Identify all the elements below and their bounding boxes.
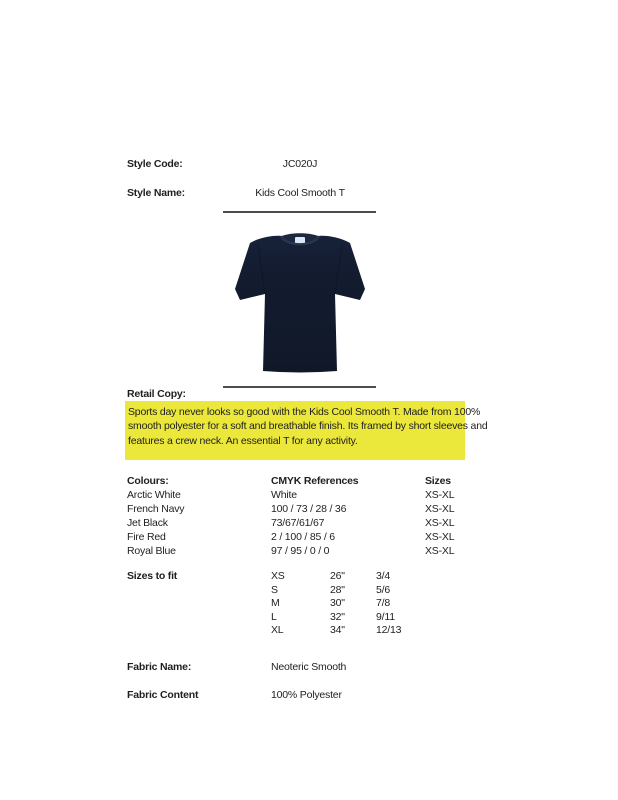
sizes-to-fit-row (127, 584, 587, 598)
fabric-content-row (127, 689, 587, 703)
colour-sizes: XS-XL (425, 545, 455, 557)
size-code: S (271, 583, 278, 596)
retail-copy-line: smooth polyester for a soft and breathable finish. Its framed by short sleeves and (128, 420, 488, 433)
sizes-to-fit-row (127, 597, 587, 611)
colour-cmyk: 100 / 73 / 28 / 36 (271, 503, 347, 515)
style-name-value: Kids Cool Smooth T (255, 187, 345, 199)
colour-row (127, 503, 587, 517)
style-code-label: Style Code: (127, 158, 183, 170)
retail-copy-line: features a crew neck. An essential T for any activity. (128, 434, 358, 447)
colour-name: Arctic White (127, 489, 181, 501)
size-age: 7/8 (376, 597, 390, 609)
sizes-to-fit-row (127, 570, 587, 584)
sizes-to-fit-row (127, 611, 587, 625)
size-code: XL (271, 624, 284, 636)
size-age: 5/6 (376, 583, 390, 596)
size-chest: 32" (330, 610, 345, 623)
style-code-value: JC020J (282, 158, 318, 170)
colour-row (127, 489, 587, 503)
colour-sizes: XS-XL (425, 517, 455, 529)
colour-row (127, 517, 587, 531)
retail-copy-label: Retail Copy: (127, 388, 186, 400)
colour-row (127, 531, 587, 545)
fabric-name-value: Neoteric Smooth (271, 661, 347, 673)
colour-name: Royal Blue (127, 545, 176, 557)
size-code: L (271, 610, 277, 623)
colour-cmyk: 2 / 100 / 85 / 6 (271, 531, 335, 543)
fabric-content-label: Fabric Content (127, 689, 199, 701)
divider-line-bottom (223, 386, 376, 388)
sizes-to-fit-row (127, 624, 587, 638)
colour-cmyk: White (271, 489, 297, 501)
size-chest: 34" (330, 624, 345, 636)
tshirt-body (235, 236, 365, 373)
style-name-label: Style Name: (127, 187, 185, 199)
sizes-to-fit-label: Sizes to fit (127, 570, 178, 582)
colours-header-row (127, 475, 587, 489)
divider-line-top (223, 211, 376, 213)
colour-name: Jet Black (127, 517, 168, 529)
size-chest: 26" (330, 570, 345, 582)
retail-copy-highlight (125, 401, 488, 460)
retail-copy-line: Sports day never looks so good with the Kids Cool Smooth T. Made from 100% (128, 406, 481, 418)
cmyk-header: CMYK References (271, 475, 359, 487)
colour-sizes: XS-XL (425, 489, 455, 501)
colour-sizes: XS-XL (425, 531, 455, 543)
size-age: 9/11 (376, 610, 395, 623)
size-chest: 28" (330, 583, 345, 596)
size-code: M (271, 597, 280, 609)
colour-cmyk: 97 / 95 / 0 / 0 (271, 545, 330, 557)
sizes-header: Sizes (425, 475, 451, 487)
size-chest: 30" (330, 597, 345, 609)
size-code: XS (271, 570, 285, 582)
colour-row (127, 545, 587, 559)
fabric-name-row (127, 661, 587, 675)
fabric-name-label: Fabric Name: (127, 661, 192, 673)
colour-cmyk: 73/67/61/67 (271, 517, 325, 529)
colour-name: French Navy (127, 503, 185, 515)
size-age: 3/4 (376, 570, 390, 582)
colours-header: Colours: (127, 475, 169, 487)
tshirt-image (228, 231, 372, 374)
tshirt-neck-label (295, 237, 305, 244)
colour-name: Fire Red (127, 531, 166, 543)
colour-sizes: XS-XL (425, 503, 455, 515)
size-age: 12/13 (376, 624, 402, 636)
fabric-content-value: 100% Polyester (271, 689, 342, 701)
